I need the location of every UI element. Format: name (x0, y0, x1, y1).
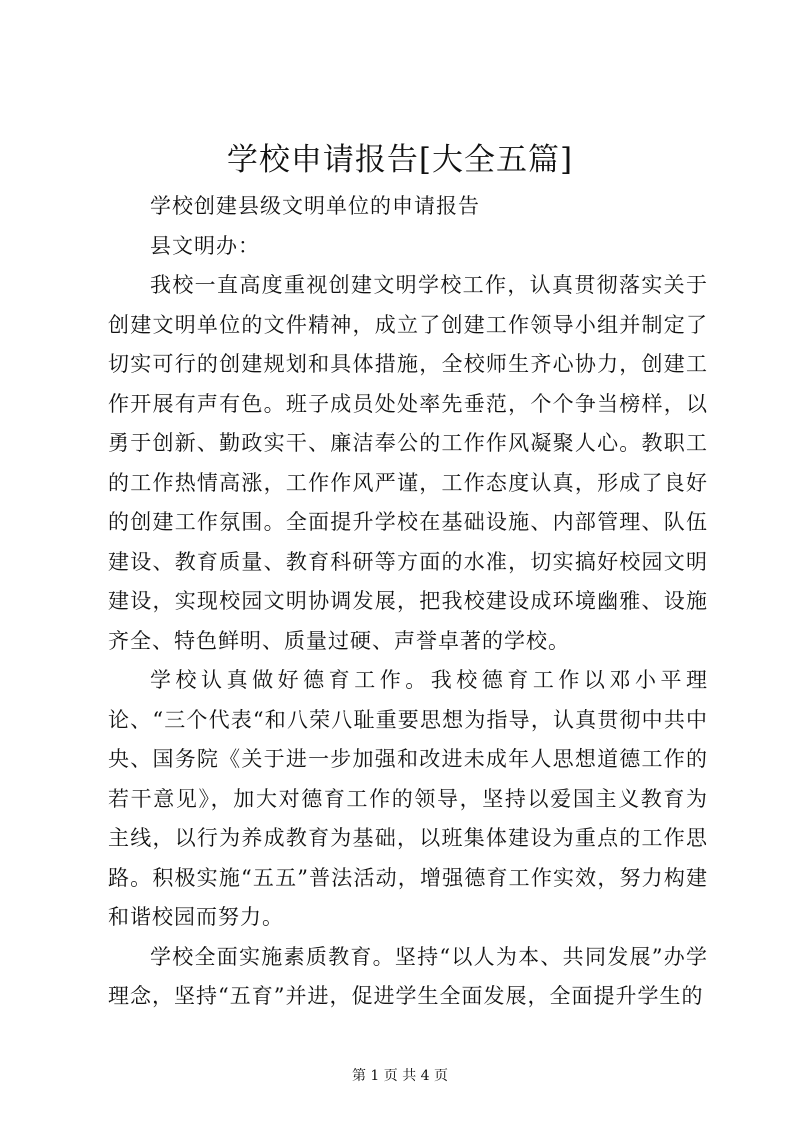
body-paragraph: 我校一直高度重视创建文明学校工作，认真贯彻落实关于创建文明单位的文件精神，成立了创建工作领导小组并制定了切实可行的创建规划和具体措施，全校师生齐心协力，创建工作开展有声有色。班子成员处处率先垂范，个个争当榜样，以勇于创新、勤政实干、廉洁奉公的工作作风凝聚人心。教职工的工作热情高涨，工作作风严谨，工作态度认真，形成了良好的创建工作氛围。全面提升学校在基础设施、内部管理、队伍建设、教育质量、教育科研等方面的水准，切实搞好校园文明建设，实现校园文明协调发展，把我校建设成环境幽雅、设施齐全、特色鲜明、质量过硬、声誉卓著的学校。 (108, 273, 708, 653)
document-title: 学校申请报告[大全五篇] (226, 142, 574, 178)
page-footer: 第 1 页 共 4 页 (351, 1068, 449, 1084)
body-paragraph: 学校认真做好德育工作。我校德育工作以邓小平理论、“三个代表“和八荣八耻重要思想为指导，认真贯彻中共中央、国务院《关于进一步加强和改进未成年人思想道德工作的若干意见》，加大对德育工作的领导，坚持以爱国主义教育为主线，以行为养成教育为基础，以班集体建设为重点的工作思路。积极实施“五五”普法活动，增强德育工作实效，努力构建和谐校园而努力。 (108, 668, 708, 929)
subtitle-paragraph: 学校创建县级文明单位的申请报告 (150, 194, 480, 218)
salutation-paragraph: 县文明办： (150, 233, 260, 258)
document-body (108, 187, 708, 1017)
body-paragraph: 学校全面实施素质教育。坚持“以人为本、共同发展”办学理念，坚持“五育”并进，促进学生全面发展，全面提升学生的 (108, 944, 708, 1008)
